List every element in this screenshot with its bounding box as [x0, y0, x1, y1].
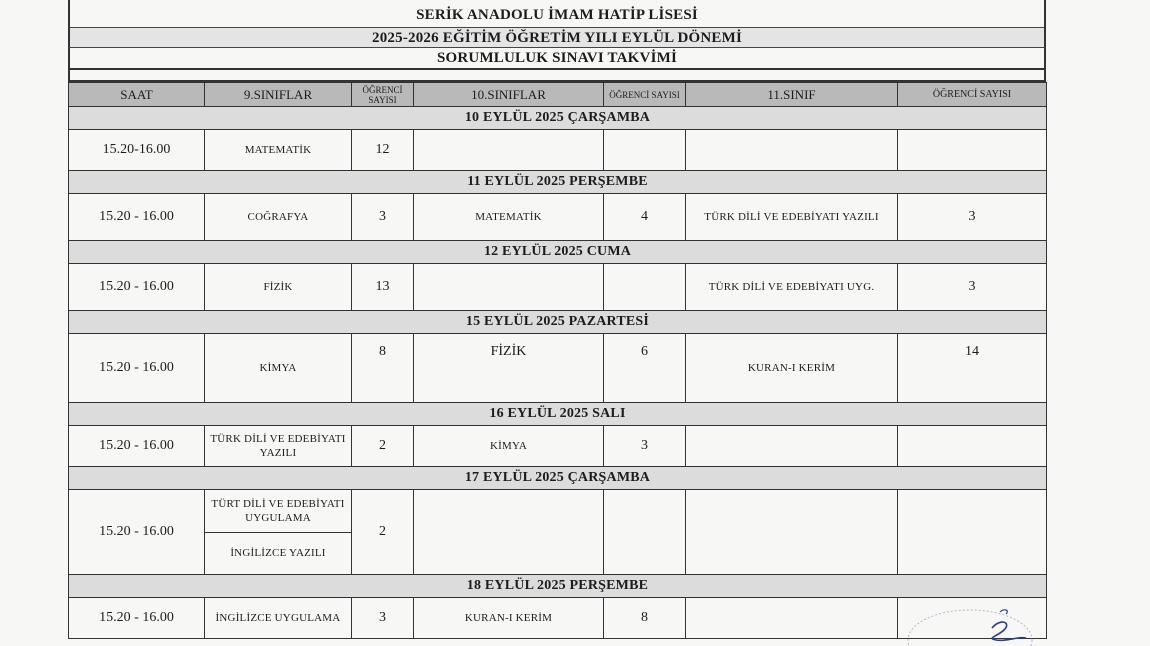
subject-9-second: İNGİLİZCE YAZILI — [205, 532, 351, 575]
subject-9: MATEMATİK — [205, 130, 352, 171]
schedule-table — [68, 82, 1047, 639]
count-10: 6 — [604, 334, 686, 403]
count-9: 2 — [352, 490, 414, 575]
signature-stamp-icon — [900, 600, 1040, 646]
count-9: 8 — [352, 334, 414, 403]
col-11-count: ÖĞRENCİ SAYISI — [898, 83, 1047, 107]
table-row — [69, 334, 1047, 403]
day-header: 10 EYLÜL 2025 ÇARŞAMBA — [69, 107, 1047, 130]
subject-11 — [686, 426, 898, 467]
school-name: SERİK ANADOLU İMAM HATİP LİSESİ — [68, 0, 1046, 28]
table-row — [69, 490, 1047, 575]
time-cell: 15.20-16.00 — [69, 130, 205, 171]
subject-10: KURAN-I KERİM — [414, 598, 604, 639]
time-cell: 15.20 - 16.00 — [69, 334, 205, 403]
count-11 — [898, 130, 1047, 171]
count-11 — [898, 490, 1047, 575]
count-11: 3 — [898, 264, 1047, 311]
day-header: 17 EYLÜL 2025 ÇARŞAMBA — [69, 467, 1047, 490]
subject-9: KİMYA — [205, 334, 352, 403]
subject-10: KİMYA — [414, 426, 604, 467]
count-10 — [604, 130, 686, 171]
day-header: 16 EYLÜL 2025 SALI — [69, 403, 1047, 426]
day-header: 15 EYLÜL 2025 PAZARTESİ — [69, 311, 1047, 334]
subject-10: FİZİK — [414, 334, 604, 403]
col-9-count: ÖĞRENCİ SAYISI — [352, 83, 414, 107]
subject-9: FİZİK — [205, 264, 352, 311]
time-cell: 15.20 - 16.00 — [69, 598, 205, 639]
subject-9: TÜRT DİLİ VE EDEBİYATI UYGULAMA — [211, 497, 345, 524]
time-cell: 15.20 - 16.00 — [69, 264, 205, 311]
count-11 — [898, 426, 1047, 467]
subject-9: İNGİLİZCE UYGULAMA — [205, 598, 352, 639]
subject-11: TÜRK DİLİ VE EDEBİYATI UYG. — [686, 264, 898, 311]
table-row — [69, 130, 1047, 171]
col-saat: SAAT — [69, 83, 205, 107]
count-11: 14 — [898, 334, 1047, 403]
col-11-sinif: 11.SINIF — [686, 83, 898, 107]
count-10: 8 — [604, 598, 686, 639]
count-9: 12 — [352, 130, 414, 171]
day-header: 18 EYLÜL 2025 PERŞEMBE — [69, 575, 1047, 598]
day-header: 11 EYLÜL 2025 PERŞEMBE — [69, 171, 1047, 194]
table-row — [69, 194, 1047, 241]
subject-10 — [414, 264, 604, 311]
subject-10: MATEMATİK — [414, 194, 604, 241]
column-header-row — [69, 83, 1047, 107]
count-9: 3 — [352, 194, 414, 241]
table-row — [69, 426, 1047, 467]
col-10-count: ÖĞRENCİ SAYISI — [604, 83, 686, 107]
exam-schedule-sheet — [68, 0, 1046, 646]
header-spacer — [68, 70, 1046, 82]
count-10 — [604, 490, 686, 575]
count-11: 3 — [898, 194, 1047, 241]
count-9: 3 — [352, 598, 414, 639]
subject-11: TÜRK DİLİ VE EDEBİYATI YAZILI — [686, 194, 898, 241]
count-10: 3 — [604, 426, 686, 467]
subject-11 — [686, 490, 898, 575]
subject-10 — [414, 490, 604, 575]
subject-11 — [686, 130, 898, 171]
subject-9: TÜRK DİLİ VE EDEBİYATI YAZILI — [205, 426, 352, 467]
time-cell: 15.20 - 16.00 — [69, 194, 205, 241]
col-9-sinif: 9.SINIFLAR — [205, 83, 352, 107]
term-title: 2025-2026 EĞİTİM ÖĞRETİM YILI EYLÜL DÖNEMİ — [68, 28, 1046, 48]
count-10: 4 — [604, 194, 686, 241]
table-row — [69, 264, 1047, 311]
count-9: 13 — [352, 264, 414, 311]
time-cell: 15.20 - 16.00 — [69, 490, 205, 575]
time-cell: 15.20 - 16.00 — [69, 426, 205, 467]
subject-11: KURAN-I KERİM — [686, 334, 898, 403]
subject-9: COĞRAFYA — [205, 194, 352, 241]
subject-9-split — [205, 490, 352, 575]
schedule-title: SORUMLULUK SINAVI TAKVİMİ — [68, 48, 1046, 70]
subject-11 — [686, 598, 898, 639]
col-10-sinif: 10.SINIFLAR — [414, 83, 604, 107]
count-9: 2 — [352, 426, 414, 467]
subject-10 — [414, 130, 604, 171]
count-10 — [604, 264, 686, 311]
day-header: 12 EYLÜL 2025 CUMA — [69, 241, 1047, 264]
